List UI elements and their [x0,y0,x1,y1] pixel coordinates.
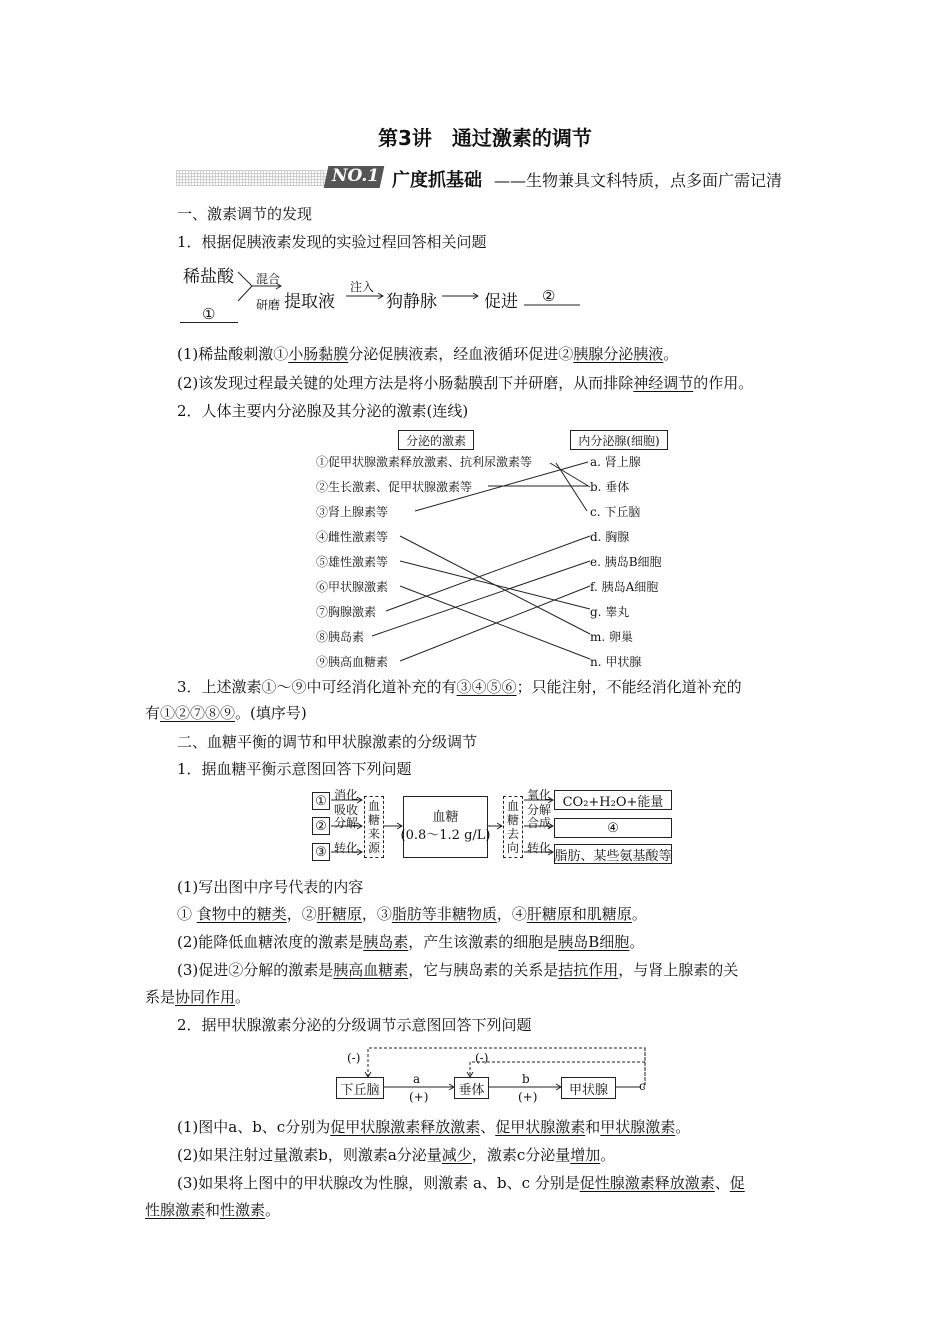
gland-item: d. 胸腺 [590,530,630,544]
answer: 食物中的糖类 [196,905,287,923]
hormone-c-label: c [639,1079,646,1093]
hormone-header: 分泌的激素 [398,430,474,450]
text: ，② [286,905,317,923]
label-decompose: 分解 [334,816,359,830]
text: 、 [714,1174,730,1192]
flow-extract: 提取液 [284,292,335,312]
destination-3: 脂肪、某些氨基酸等 [554,844,672,864]
gland-item: f. 胰岛A细胞 [590,580,659,594]
source-1: ① [312,792,330,810]
text: (2)如果注射过量激素b，则激素a分泌量 [177,1146,442,1164]
flow-blank2: ② [542,287,556,305]
text: 。 [675,1118,691,1136]
text: (1)稀盐酸刺激① [177,345,289,363]
hormone-item: ②生长激素、促甲状腺激素等 [316,480,473,494]
text: 和 [585,1118,601,1136]
text: (3)如果将上图中的甲状腺改为性腺，则激素 a、b、c 分别是 [177,1174,580,1192]
text: 。(填序号) [235,704,307,722]
answer: 促性腺激素释放激素 [579,1174,715,1192]
text: 3．上述激素①～⑨中可经消化道补充的有 [177,678,457,696]
answer: 胰岛素 [363,933,409,951]
text: ，③ [361,905,392,923]
text: 系是 [145,988,176,1006]
answer: 协同作用 [175,988,236,1006]
text: 。 [629,933,645,951]
text: 的作用。 [693,374,754,392]
text: ；只能注射，不能经消化道补充的 [516,678,742,696]
hormone-a-label: a [413,1072,421,1086]
gland-item: a. 肾上腺 [590,455,641,469]
text: (2)该发现过程最关键的处理方法是将小肠黏膜刮下并研磨，从而排除 [177,374,634,392]
hormone-item: ⑥甲状腺激素 [316,580,389,594]
pituitary-box: 垂体 [454,1077,489,1099]
center-range: (0.8～1.2 g/L) [400,828,491,843]
q1-stem: 1．根据促胰液素发现的实验过程回答相关问题 [177,233,487,251]
answer: 肝糖原 [316,905,362,923]
banner-subtitle: ——生物兼具文科特质，点多面广需记清 [494,171,783,190]
hormone-item: ⑦胸腺激素 [316,605,377,619]
flow-vein: 狗静脉 [386,292,437,312]
gland-item: b. 垂体 [590,480,630,494]
gland-item: g. 睾丸 [590,605,630,619]
label-oxidize-decompose: 分解 [527,803,552,817]
s2q1-stem: 1．据血糖平衡示意图回答下列问题 [177,760,412,778]
text: 和 [205,1201,221,1219]
hormone-item: ④雌性激素等 [316,530,389,544]
s2q2-a3 [177,1172,745,1193]
text: 。 [235,988,251,1006]
text: 。 [265,1201,281,1219]
s2q2-a1 [177,1116,690,1137]
label-digest: 消化 [334,788,359,802]
section2-heading: 二、血糖平衡的调节和甲状腺激素的分级调节 [177,733,478,751]
answer: 胰岛B细胞 [558,933,630,951]
answer: 增加 [570,1146,601,1164]
s2q2-stem: 2．据甲状腺激素分泌的分级调节示意图回答下列问题 [177,1016,532,1034]
label-convert: 转化 [334,841,359,855]
answer: 胰高血糖素 [333,961,409,979]
char: 源 [367,841,380,855]
gland-item: m. 卵巢 [590,630,634,644]
label-synthesize: 合成 [527,816,552,830]
banner-title: 广度抓基础 [392,170,482,191]
text: ① [177,905,197,923]
s2q2-a3-line2 [145,1199,280,1220]
label-oxidize: 氧化 [527,788,552,802]
flow-mix: 混合 [256,272,281,286]
s2q1-a1-stem: (1)写出图中序号代表的内容 [177,878,364,896]
answer: 促 [729,1174,745,1192]
stimulate-2: (+) [518,1090,538,1104]
char: 去 [506,827,519,841]
feedback-neg-1: (-) [347,1051,361,1065]
center-title: 血糖 [432,810,459,825]
gland-item: c. 下丘脑 [590,505,641,519]
text: ，激素c分泌量 [471,1146,571,1164]
text: 、 [480,1118,496,1136]
destination-2: ④ [554,818,672,838]
answer: 甲状腺激素 [600,1118,676,1136]
hormone-item: ⑤雄性激素等 [316,555,389,569]
text: 。 [663,345,679,363]
flow-blank1: ① [202,305,216,323]
answer: 促甲状腺激素 [495,1118,586,1136]
char: 血 [367,799,380,813]
text: ，它与胰岛素的关系是 [408,961,559,979]
char: 向 [506,841,519,855]
hormone-item: ③肾上腺素等 [316,505,389,519]
text: 分泌促胰液素，经血液循环促进② [348,345,574,363]
text: ，与肾上腺素的关 [618,961,739,979]
answer: ①②⑦⑧⑨ [160,704,236,722]
answer: 脂肪等非糖物质 [391,905,497,923]
hormone-item: ①促甲状腺激素释放激素、抗利尿激素等 [316,455,533,469]
char: 来 [367,827,380,841]
answer: 胰腺分泌胰液 [573,345,664,363]
section1-heading: 一、激素调节的发现 [177,205,313,223]
page-title: 第3讲 通过激素的调节 [378,126,592,150]
banner-tag: NO.1 [332,166,380,186]
q2-stem: 2．人体主要内分泌腺及其分泌的激素(连线) [177,402,469,420]
destination-1: CO₂+H₂O+能量 [554,790,672,810]
stimulate-1: (+) [409,1090,429,1104]
gland-item: n. 甲状腺 [590,655,642,669]
answer: 性腺激素 [145,1201,206,1219]
s2q2-a2 [177,1144,615,1165]
hormone-b-label: b [522,1072,530,1086]
text: (3)促进②分解的激素是 [177,961,334,979]
text: (2)能降低血糖浓度的激素是 [177,933,364,951]
text: ，产生该激素的细胞是 [408,933,559,951]
answer: 神经调节 [633,374,694,392]
gland-header: 内分泌腺(细胞) [570,430,668,450]
hormone-item: ⑧胰岛素 [316,630,365,644]
answer: 减少 [441,1146,472,1164]
gland-item: e. 胰岛B细胞 [590,555,662,569]
flow-inject: 注入 [350,280,375,294]
answer: 小肠黏膜 [288,345,349,363]
text: (1)图中a、b、c分别为 [177,1118,331,1136]
flow-promote: 促进 [484,292,518,312]
answer: 促甲状腺激素释放激素 [330,1118,481,1136]
char: 糖 [506,813,519,827]
flow-acid: 稀盐酸 [183,267,234,287]
label-convert2: 转化 [527,841,552,855]
label-absorb: 吸收 [334,803,359,817]
answer: 拮抗作用 [558,961,619,979]
char: 血 [506,799,519,813]
text: 有 [145,704,161,722]
source-3: ③ [312,843,330,861]
answer: 性激素 [220,1201,266,1219]
source-2: ② [312,817,330,835]
flow-grind: 研磨 [256,298,281,312]
hypothalamus-box: 下丘脑 [336,1077,384,1099]
feedback-neg-2: (-) [475,1051,489,1065]
answer: ③④⑤⑥ [456,678,517,696]
thyroid-box: 甲状腺 [561,1077,616,1099]
char: 糖 [367,813,380,827]
answer: 肝糖原和肌糖原 [526,905,632,923]
text: 。 [631,905,647,923]
text: ，④ [496,905,527,923]
text: 。 [600,1146,616,1164]
hormone-item: ⑨胰高血糖素 [316,655,389,669]
